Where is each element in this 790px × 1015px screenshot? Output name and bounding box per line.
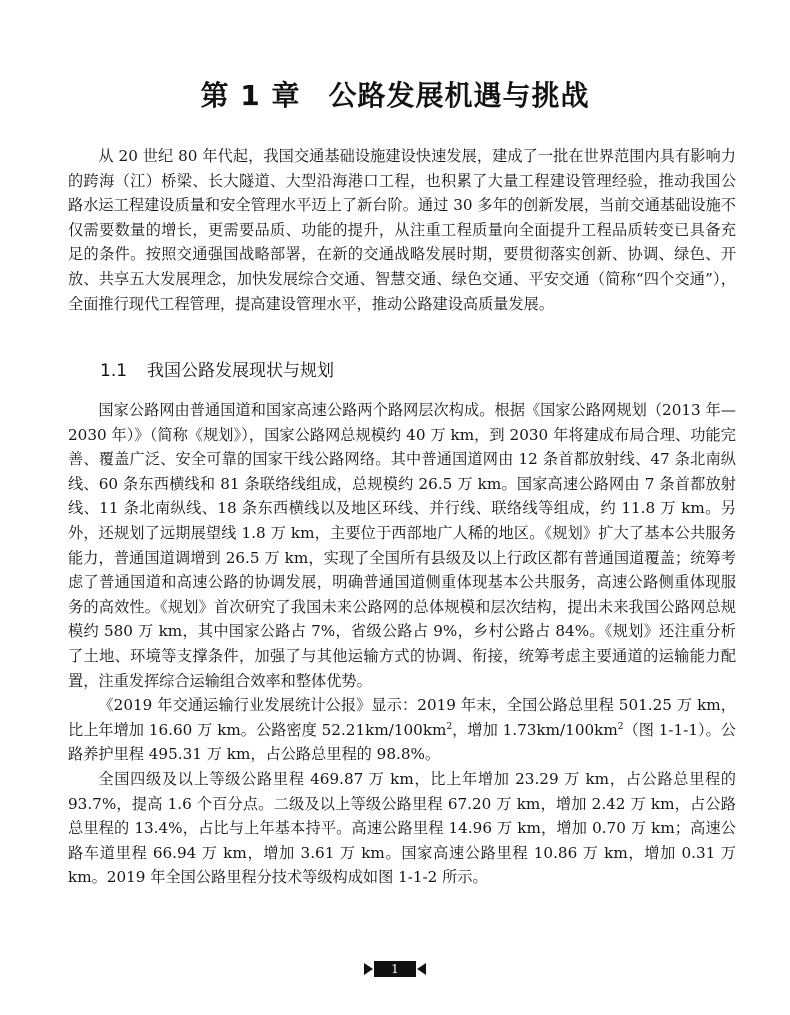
chapter-number: 第 1 章	[200, 79, 301, 112]
section-number: 1.1	[100, 361, 128, 381]
stat-text-part1: 《2019 年交通运输行业发展统计公报》显示：2019 年末，全国公路总里程 501.25 万 km，比上年增加 16.60 万 km。公路密度 52.21km/100km	[68, 696, 736, 739]
superscript-2: 2	[617, 721, 624, 732]
chapter-title	[0, 74, 790, 118]
page-number-marker	[364, 959, 426, 979]
section-title: 我国公路发展现状与规划	[147, 361, 335, 381]
section-body	[68, 398, 736, 890]
superscript-2: 2	[446, 721, 453, 732]
intro-block	[68, 144, 736, 316]
paragraph-2019-statistics	[68, 693, 736, 767]
paragraph-road-grades: 全国四级及以上等级公路里程 469.87 万 km，比上年增加 23.29 万 km，占公路总里程的 93.7%，提高 1.6 个百分点。二级及以上等级公路里程 67.20 万 km，增加 2.42 万 km，占公路总里程的 13.4%，占比与上年基本持平。高速公路里程 14.96 万 km，增加 0.70 万 km；高速公路车道里程 66.94 万 km，增加 3.61 万 km。国家高速公路里程 10.86 万 km，增加 0.31 万 km。2019 年全国公路里程分技术等级构成如图 1-1-2 所示。	[68, 769, 736, 887]
section-heading	[100, 357, 334, 385]
triangle-left-icon	[417, 963, 426, 975]
page-footer	[0, 958, 790, 980]
page-number: 1	[374, 961, 416, 977]
intro-paragraph: 从 20 世纪 80 年代起，我国交通基础设施建设快速发展，建成了一批在世界范围内具有影响力的跨海（江）桥梁、长大隧道、大型沿海港口工程，也积累了大量工程建设管理经验，推动我国公路水运工程建设质量和安全管理水平迈上了新台阶。通过 30 多年的创新发展，当前交通基础设施不仅需要数量的增长，更需要品质、功能的提升，从注重工程质量向全面提升工程品质转变已具备充足的条件。按照交通强国战略部署，在新的交通战略发展时期，要贯彻落实创新、协调、绿色、开放、共享五大发展理念，加快发展综合交通、智慧交通、绿色交通、平安交通（简称“四个交通”），全面推行现代工程管理，提高建设管理水平，推动公路建设高质量发展。	[68, 147, 736, 313]
stat-text-part3: （图 1-1-1）。公路养护里程 495.31 万 km，占公路总里程的 98.8%。	[68, 720, 736, 764]
chapter-title-text: 公路发展机遇与挑战	[328, 79, 590, 112]
paragraph-road-network-plan: 国家公路网由普通国道和国家高速公路两个路网层次构成。根据《国家公路网规划（2013 年—2030 年）》（简称《规划》），国家公路网总规模约 40 万 km，到 2030 年将建成布局合理、功能完善、覆盖广泛、安全可靠的国家干线公路网络。其中普通国道网由 12 条首都放射线、47 条北南纵线、60 条东西横线和 81 条联络线组成，总规模约 26.5 万 km。国家高速公路网由 7 条首都放射线、11 条北南纵线、18 条东西横线以及地区环线、并行线、联络线等组成，约 11.8 万 km。另外，还规划了远期展望线 1.8 万 km，主要位于西部地广人稀的地区。《规划》扩大了基本公共服务能力，普通国道调增到 26.5 万 km，实现了全国所有县级及以上行政区都有普通国道覆盖；统筹考虑了普通国道和高速公路的协调发展，明确普通国道侧重体现基本公共服务，高速公路侧重体现服务的高效性。《规划》首次研究了我国未来公路网的总体规模和层次结构，提出未来我国公路网总规模约 580 万 km，其中国家公路占 7%，省级公路占 9%，乡村公路占 84%。《规划》还注重分析了土地、环境等支撑条件，加强了与其他运输方式的协调、衔接，统筹考虑主要通道的运输能力配置，注重发挥综合运输组合效率和整体优势。	[68, 401, 736, 690]
triangle-right-icon	[364, 963, 373, 975]
stat-text-part2: ，增加 1.73km/100km	[452, 720, 618, 739]
